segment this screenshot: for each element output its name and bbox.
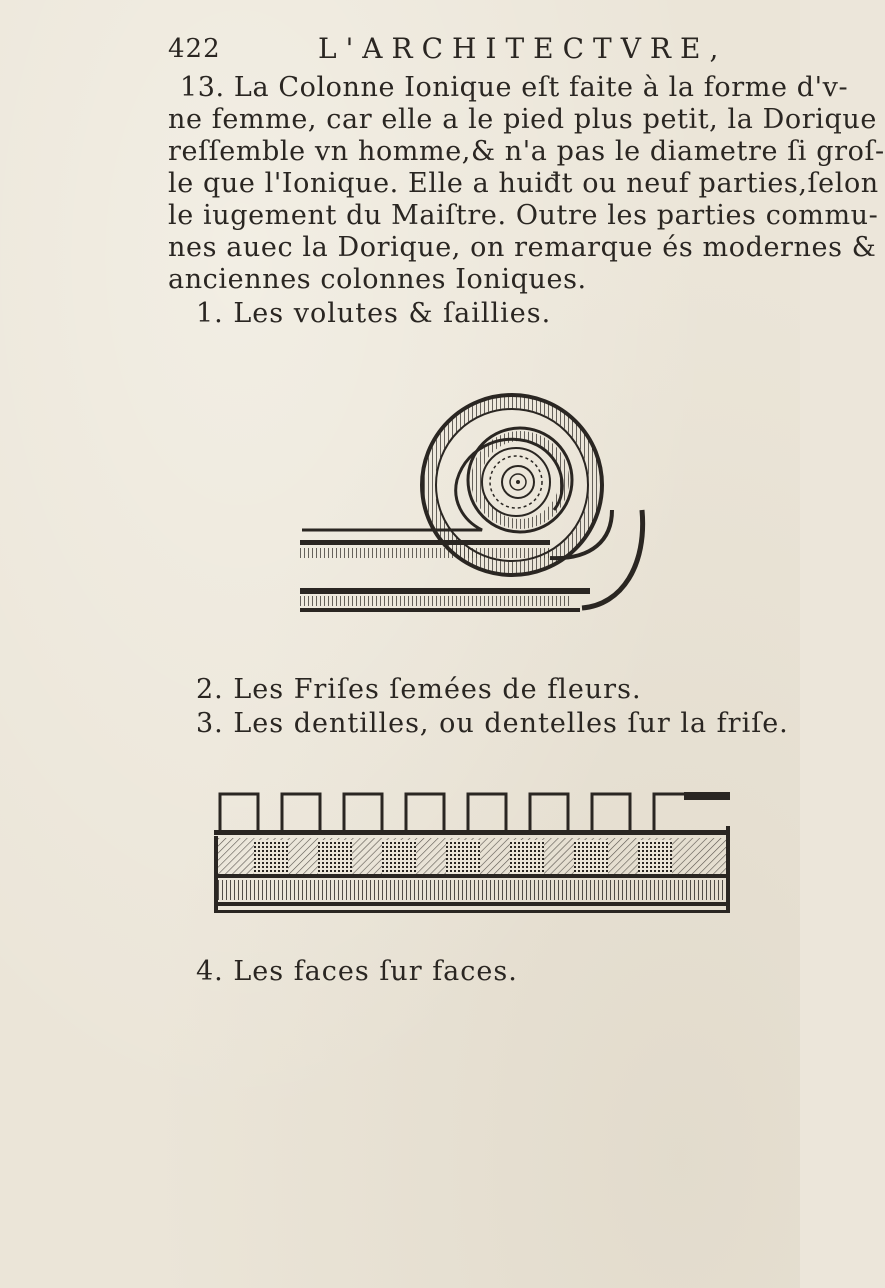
paragraph-line: le iugement du Maiſtre. Outre les parties commu-: [168, 200, 879, 231]
page-header: [168, 28, 728, 68]
list-item-dentils: 3. Les dentilles, ou dentelles ſur la friſe.: [196, 708, 789, 739]
paragraph-line: reſſemble vn homme,& n'a pas le diametre ſi groſ-: [168, 136, 885, 167]
paragraph-13: [168, 72, 885, 296]
paragraph-line: anciennes colonnes Ioniques.: [168, 264, 587, 295]
running-title: L'ARCHITECTVRE,: [318, 32, 728, 65]
list-item-volutes: 1. Les volutes & ſaillies.: [196, 298, 552, 329]
paragraph-line: 13. La Colonne Ionique eſt faite à la forme d'v-: [180, 72, 849, 103]
volute-illustration: [292, 390, 652, 630]
dentil-frieze-illustration: [214, 786, 734, 918]
list-item-faces: 4. Les faces ſur faces.: [196, 956, 518, 987]
page-number: 422: [168, 34, 221, 64]
paragraph-line: nes auec la Dorique, on remarque és modernes &: [168, 232, 877, 263]
paragraph-line: le que l'Ionique. Elle a huiđt ou neuf parties,ſelon: [168, 168, 879, 199]
paragraph-line: ne femme, car elle a le pied plus petit, la Dorique: [168, 104, 877, 135]
list-item-friezes: 2. Les Friſes ſemées de fleurs.: [196, 674, 642, 705]
